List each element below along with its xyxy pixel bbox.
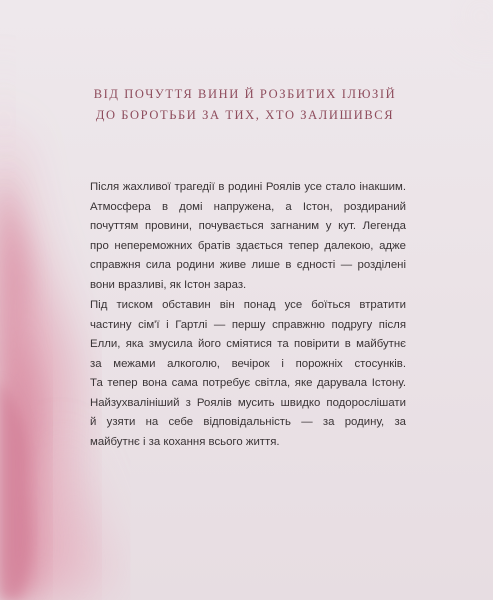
- tagline-line-1: ВІД ПОЧУТТЯ ВИНИ Й РОЗБИТИХ ІЛЮЗІЙ: [93, 87, 397, 101]
- synopsis-paragraph-1: [90, 178, 406, 295]
- paragraph-line: Та тепер вона сама потребує світла, яке дарувала Істону.: [90, 377, 406, 389]
- synopsis-paragraph-2: [90, 296, 406, 452]
- paragraph-line: частину сім'ї і Гартлі — першу справжню подругу після: [90, 318, 406, 331]
- paragraph-line: Найзухвалініший з Роялів мусить швидко подорослішати: [90, 396, 406, 409]
- paragraph-line: справжня сила родини живе лише в єдності — розділені: [90, 259, 406, 271]
- paragraph-line: Під тиском обставин він понад усе боїться втратити: [90, 299, 406, 311]
- paragraph-line: почуттям провини, почувається загнаним у кут. Легенда: [90, 220, 406, 232]
- tagline-line-2: ДО БОРОТЬБИ ЗА ТИХ, ХТО ЗАЛИШИВСЯ: [95, 108, 395, 122]
- paragraph-line: Атмосфера в домі напружена, а Істон, роздираний: [90, 200, 406, 213]
- paragraph-line: майбутнє і за кохання всього життя.: [90, 435, 280, 448]
- paragraph-line: про непереможних братів здається тепер далекою, адже: [90, 239, 406, 252]
- paragraph-line: за межами алкоголю, вечірок і порожніх стосунків.: [90, 357, 406, 370]
- paragraph-line: вони вразливі, як Істон зараз.: [90, 278, 247, 291]
- paragraph-line: Елли, яка змусила його сміятися та повірити в майбутнє: [90, 338, 406, 350]
- paragraph-line: Після жахливої трагедії в родині Роялів усе стало інакшим.: [90, 181, 406, 193]
- paragraph-line: й узяти на себе відповідальність — за родину, за: [90, 416, 406, 428]
